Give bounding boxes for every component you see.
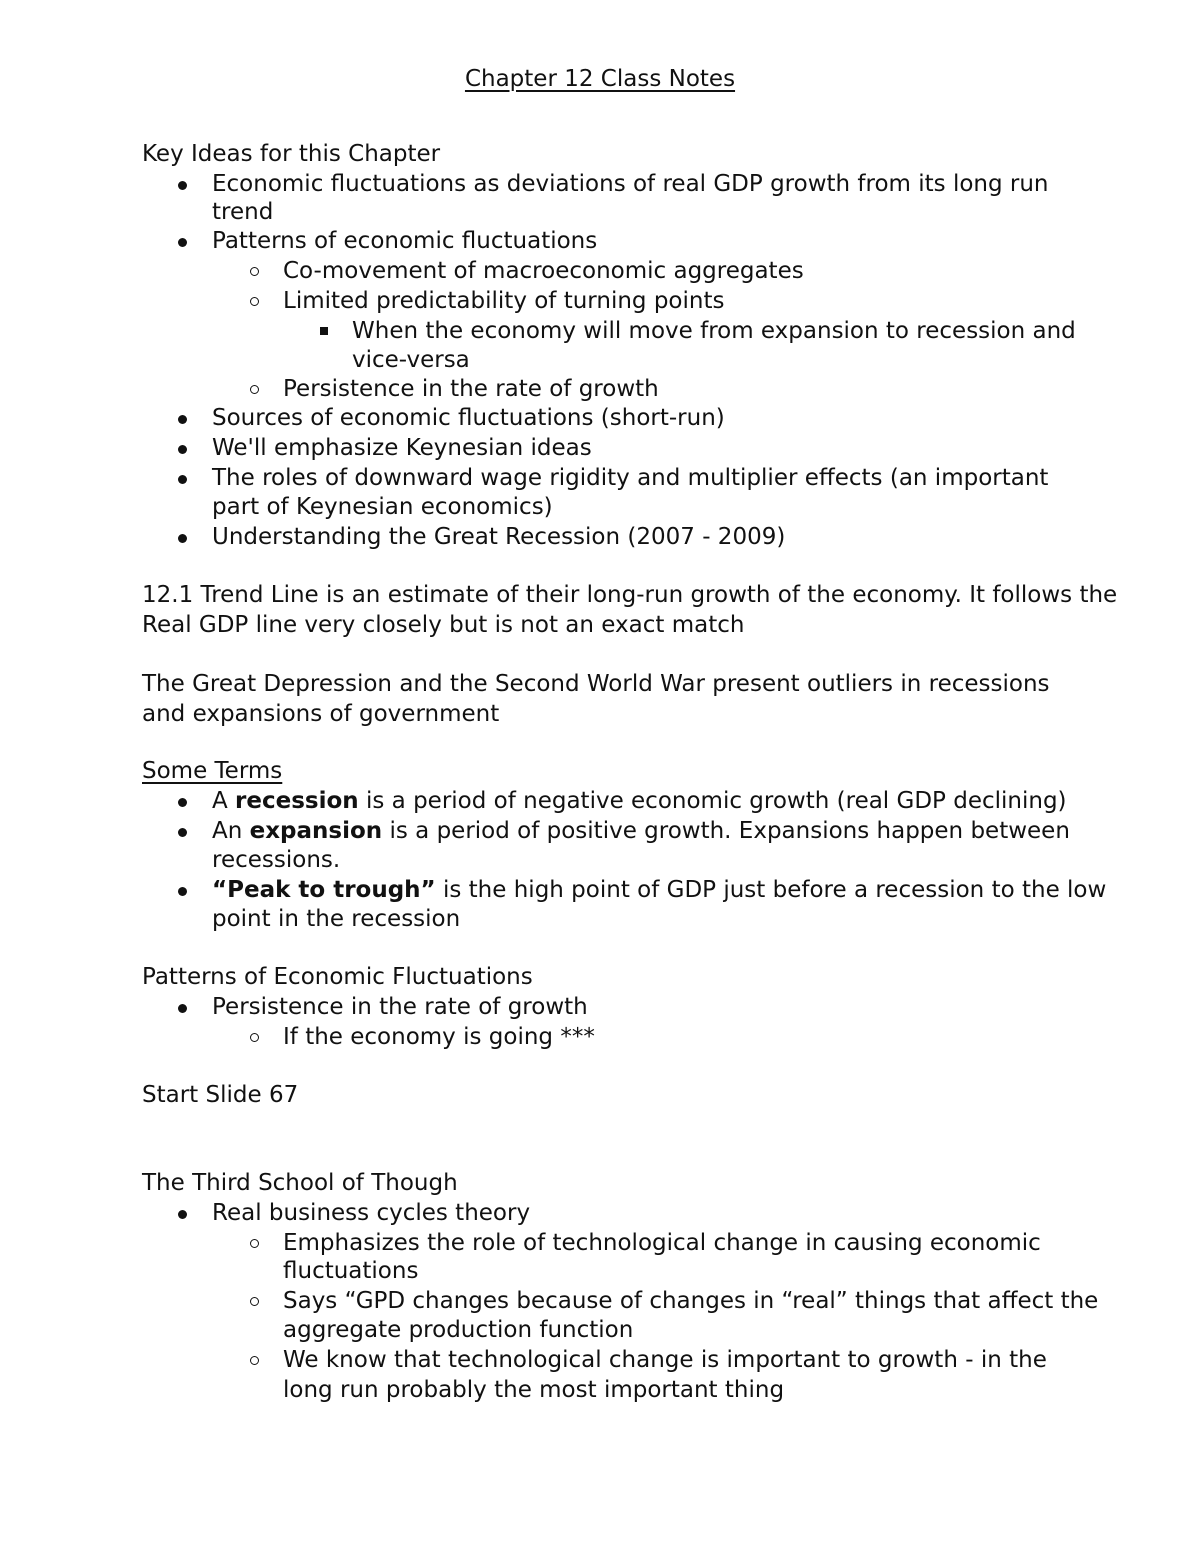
third-school-heading: The Third School of Though — [142, 1170, 458, 1196]
bullet-circle — [250, 1297, 259, 1306]
list-item-continuation: recessions. — [212, 847, 341, 873]
list-item: Co-movement of macroeconomic aggregates — [283, 258, 804, 284]
start-slide-note: Start Slide 67 — [142, 1082, 299, 1108]
bullet-disc — [178, 445, 187, 454]
list-item — [212, 816, 1070, 846]
bullet-square — [320, 327, 328, 335]
term-expansion: expansion — [249, 818, 383, 844]
bullet-disc — [178, 475, 187, 484]
list-item: If the economy is going *** — [283, 1024, 595, 1050]
term-peak-to-trough: “Peak to trough” — [212, 877, 436, 903]
term-definition: is the high point of GDP just before a recession to the low — [435, 877, 1107, 903]
list-item-continuation: point in the recession — [212, 906, 461, 932]
bullet-disc — [178, 415, 187, 424]
term-definition: is a period of positive growth. Expansions happen between — [382, 818, 1070, 844]
list-item: Emphasizes the role of technological change in causing economic — [283, 1230, 1041, 1256]
bullet-circle — [250, 297, 259, 306]
list-item-continuation: fluctuations — [283, 1258, 419, 1284]
bullet-disc — [178, 887, 187, 896]
bullet-disc — [178, 828, 187, 837]
bullet-disc — [178, 534, 187, 543]
list-item-continuation: vice-versa — [352, 347, 470, 373]
bullet-disc — [178, 238, 187, 247]
bullet-circle — [250, 267, 259, 276]
list-item-continuation: long run probably the most important thing — [283, 1377, 785, 1403]
list-item: The roles of downward wage rigidity and multiplier effects (an important — [212, 465, 1049, 491]
bullet-disc — [178, 181, 187, 190]
term-prefix: An — [212, 818, 250, 844]
list-item: We know that technological change is important to growth - in the — [283, 1347, 1047, 1373]
bullet-circle — [250, 1033, 259, 1042]
term-prefix: A — [212, 788, 236, 814]
bullet-circle — [250, 1356, 259, 1365]
list-item: Limited predictability of turning points — [283, 288, 725, 314]
list-item: Persistence in the rate of growth — [212, 994, 588, 1020]
bullet-circle — [250, 385, 259, 394]
bullet-disc — [178, 798, 187, 807]
list-item — [212, 875, 1106, 905]
list-item: Says “GPD changes because of changes in “real” things that affect the — [283, 1288, 1099, 1314]
list-item-continuation: aggregate production function — [283, 1317, 634, 1343]
paragraph-line: The Great Depression and the Second World War present outliers in recessions — [142, 671, 1050, 697]
list-item: We'll emphasize Keynesian ideas — [212, 435, 592, 461]
list-item — [212, 786, 1067, 816]
list-item: Persistence in the rate of growth — [283, 376, 659, 402]
term-definition: is a period of negative economic growth (real GDP declining) — [358, 788, 1067, 814]
list-item-continuation: part of Keynesian economics) — [212, 494, 553, 520]
list-item: Patterns of economic fluctuations — [212, 228, 598, 254]
term-recession: recession — [235, 788, 359, 814]
list-item: Economic fluctuations as deviations of real GDP growth from its long run — [212, 171, 1049, 197]
list-item: When the economy will move from expansion to recession and — [352, 318, 1076, 344]
paragraph-line: and expansions of government — [142, 701, 500, 727]
terms-heading: Some Terms — [142, 758, 283, 784]
list-item: Understanding the Great Recession (2007 - 2009) — [212, 524, 786, 550]
bullet-disc — [178, 1210, 187, 1219]
bullet-disc — [178, 1004, 187, 1013]
key-ideas-heading: Key Ideas for this Chapter — [142, 141, 441, 167]
list-item: Real business cycles theory — [212, 1200, 531, 1226]
bullet-circle — [250, 1239, 259, 1248]
page-title: Chapter 12 Class Notes — [464, 66, 736, 92]
list-item-continuation: trend — [212, 199, 274, 225]
patterns-heading: Patterns of Economic Fluctuations — [142, 964, 533, 990]
paragraph-line: 12.1 Trend Line is an estimate of their long-run growth of the economy. It follows the — [142, 582, 1118, 608]
list-item: Sources of economic fluctuations (short-run) — [212, 405, 725, 431]
paragraph-line: Real GDP line very closely but is not an exact match — [142, 612, 745, 638]
